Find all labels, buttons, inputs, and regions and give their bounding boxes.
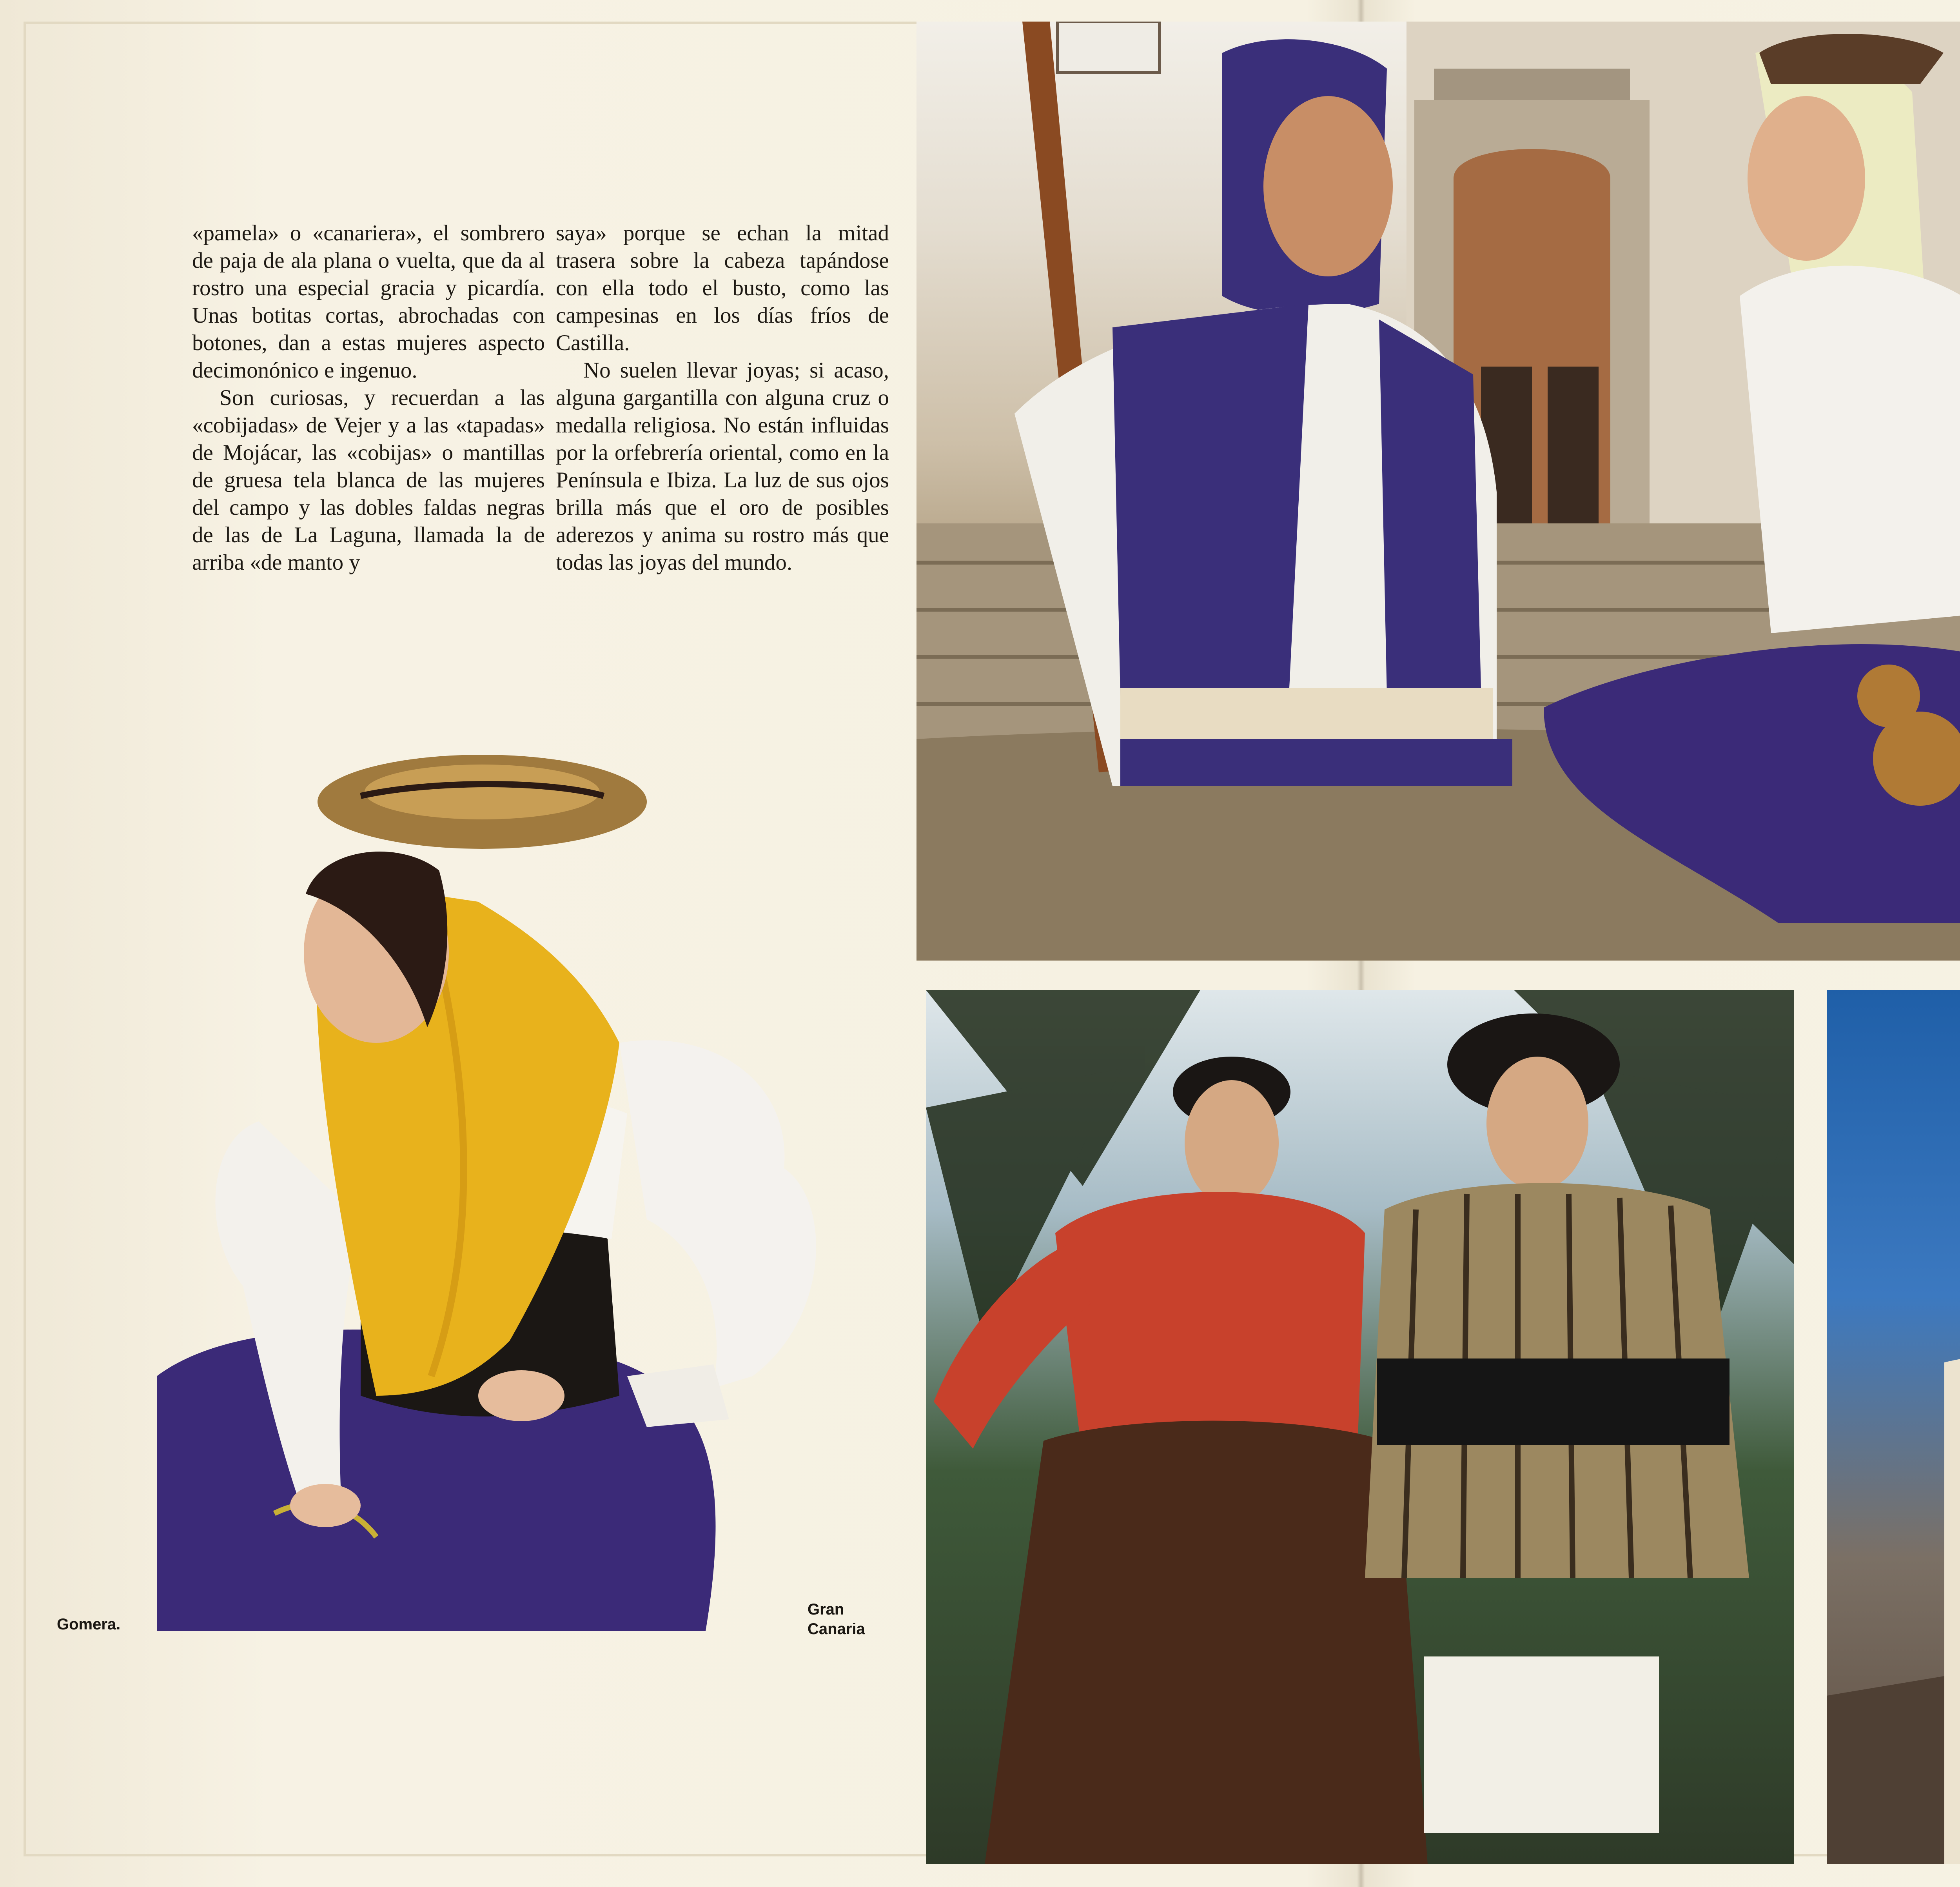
gran-canaria-scene [926, 990, 1794, 1864]
photo-gomera [157, 729, 835, 1631]
paragraph: Son curiosas, y recuerdan a las «cobijadas» de Vejer y a las «tapadas» de Mojácar, las «cobijas» o mantillas de gruesa tela blanca de las mujeres del campo y las dobles faldas negras de las de La Laguna, llamada la de arriba «de manto y [192, 385, 545, 575]
palma-scene [916, 22, 1960, 961]
caption-gran-canaria-2: Canaria [808, 1620, 865, 1638]
lanzarote-scene [1827, 990, 1960, 1864]
caption-gomera: Gomera. [57, 1616, 121, 1633]
left-text-column-1 [192, 220, 545, 576]
gomera-figure [157, 729, 835, 1631]
paragraph: saya» porque se echan la mitad trasera sobre la cabeza tapándose con ella todo el busto, como las campesinas en los días fríos de Castilla. [556, 221, 889, 355]
paragraph: «pamela» o «canariera», el sombrero de paja de ala plana o vuelta, que da al rostro una especial gracia y picardía. Unas botitas cortas, abrochadas con botones, dan a estas mujeres aspecto decimonónico e ingenuo. [192, 221, 545, 383]
photo-lanzarote-y-fuerteventura [1827, 990, 1960, 1864]
paragraph: No suelen llevar joyas; si acaso, alguna gargantilla con alguna cruz o medalla religiosa. No están influidas por la orfebrería oriental, como en la Península e Ibiza. La luz de sus ojos brilla más que el oro de posibles aderezos y anima su rostro más que todas las joyas del mundo. [556, 358, 889, 575]
photo-santa-cruz-de-la-palma [916, 22, 1960, 961]
caption-gran-canaria-1: Gran [808, 1601, 844, 1618]
left-text-column-2 [556, 220, 889, 576]
photo-gran-canaria [926, 990, 1794, 1864]
